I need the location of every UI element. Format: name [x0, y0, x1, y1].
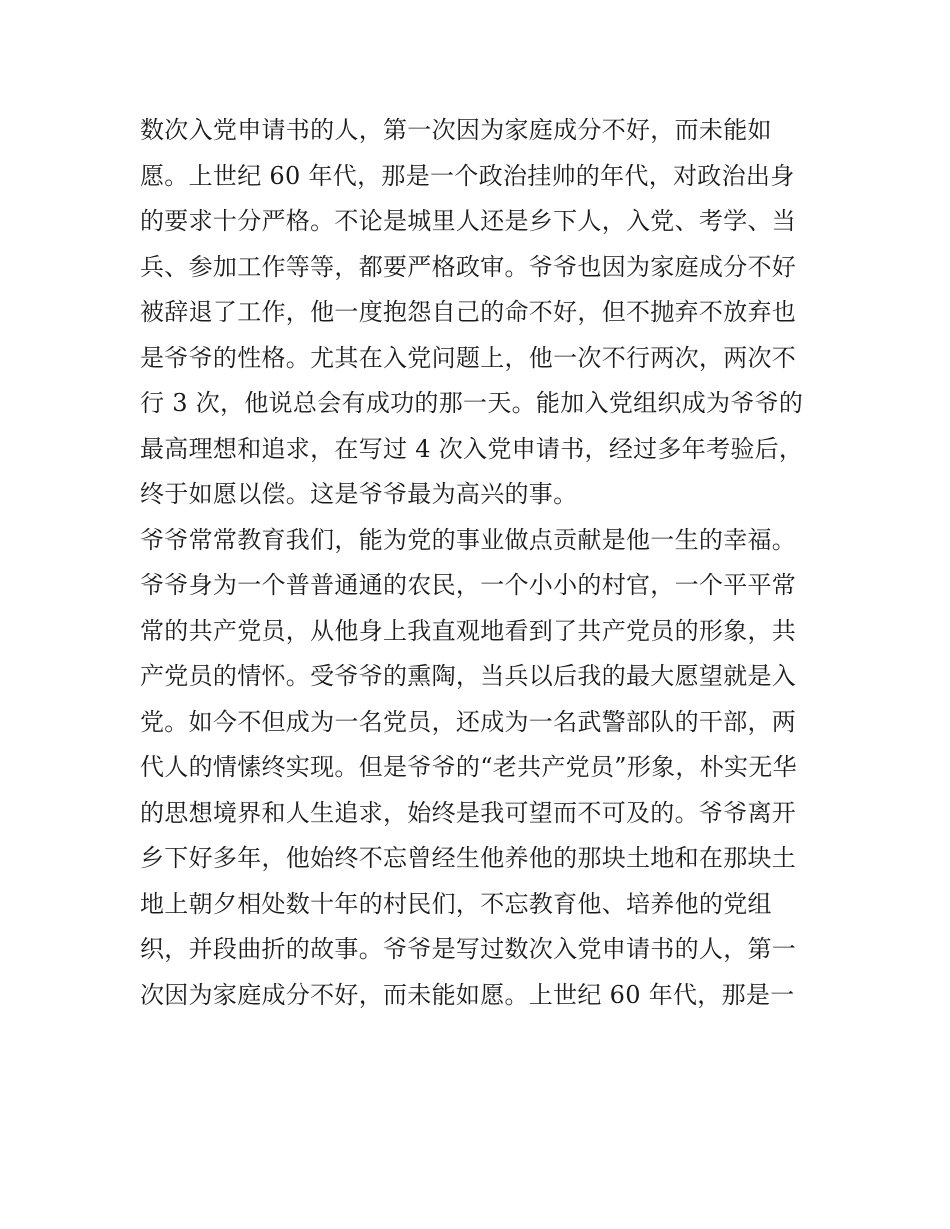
text-line: 的思想境界和人生追求，始终是我可望而不可及的。爷爷离开: [140, 798, 797, 827]
text-line: 兵、参加工作等等，都要严格政审。爷爷也因为家庭成分不好: [140, 252, 797, 281]
text-line: 次因为家庭成分不好，而未能如愿。上世纪 60 年代，那是一: [140, 980, 795, 1009]
text-line: 最高理想和追求，在写过 4 次入党申请书，经过多年考验后，: [140, 434, 804, 463]
text-line: 代人的情愫终实现。但是爷爷的“老共产党员”形象，朴实无华: [140, 753, 797, 781]
body-text: [140, 108, 820, 1018]
text-line: 地上朝夕相处数十年的村民们，不忘教育他、培养他的党组: [140, 889, 772, 918]
text-line: 织，并段曲折的故事。爷爷是写过数次入党申请书的人，第一: [140, 935, 797, 963]
text-line: 党。如今不但成为一名党员，还成为一名武警部队的干部，两: [140, 707, 797, 736]
text-line: 行 3 次，他说总会有成功的那一天。能加入党组织成为爷爷的: [140, 389, 804, 417]
text-line: 的要求十分严格。不论是城里人还是乡下人，入党、考学、当: [140, 207, 797, 235]
text-line: 数次入党申请书的人，第一次因为家庭成分不好，而未能如: [140, 116, 772, 144]
text-line: 被辞退了工作，他一度抱怨自己的命不好，但不抛弃不放弃也: [140, 298, 797, 326]
text-line: 愿。上世纪 60 年代，那是一个政治挂帅的年代，对政治出身: [140, 161, 795, 190]
text-line: 常的共产党员，从他身上我直观地看到了共产党员的形象，共: [140, 616, 797, 645]
text-line: 乡下好多年，他始终不忘曾经生他养他的那块土地和在那块土: [140, 844, 797, 872]
text-line: 终于如愿以偿。这是爷爷最为高兴的事。: [140, 480, 578, 508]
text-line: 产党员的情怀。受爷爷的熏陶，当兵以后我的最大愿望就是入: [140, 662, 797, 690]
text-line: 是爷爷的性格。尤其在入党问题上，他一次不行两次，两次不: [140, 343, 797, 372]
text-line: 爷爷常常教育我们，能为党的事业做点贡献是他一生的幸福。: [140, 525, 797, 554]
text-line: 爷爷身为一个普普通通的农民，一个小小的村官，一个平平常: [140, 571, 797, 599]
